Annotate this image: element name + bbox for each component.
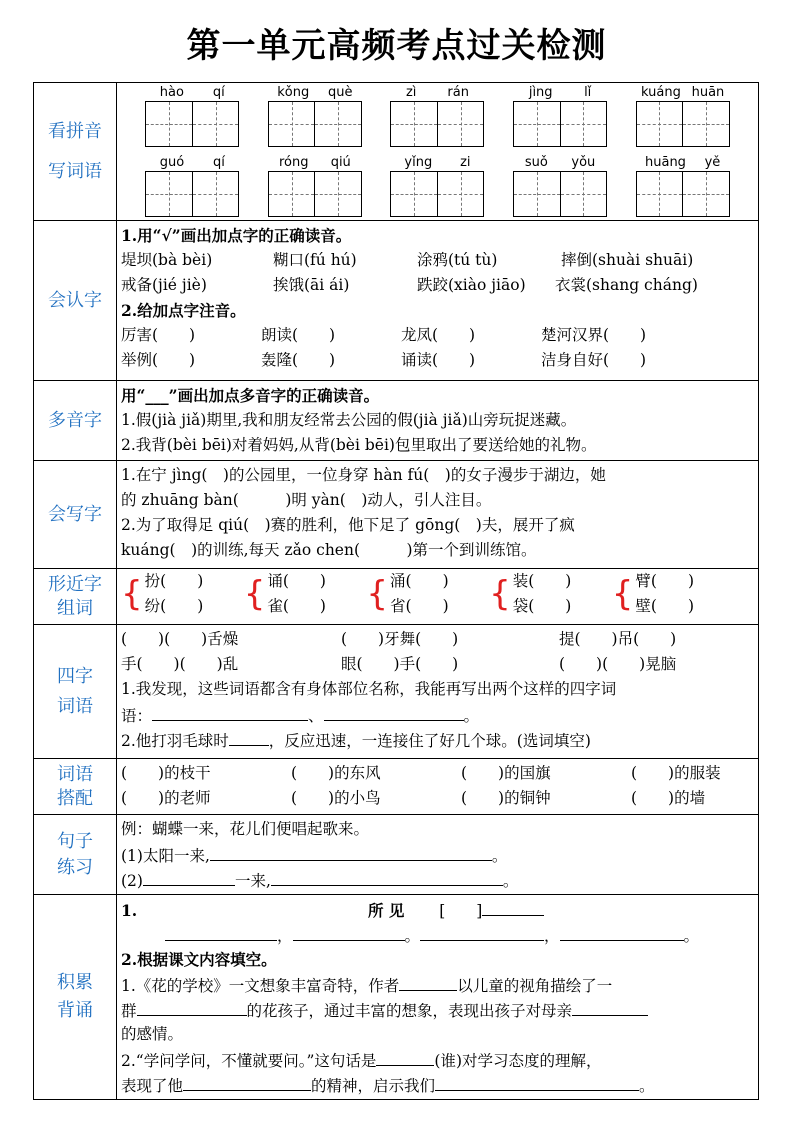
choice-item[interactable]: 衣裳(shang cháng) (555, 276, 698, 294)
writing-box[interactable] (682, 102, 729, 146)
char-item[interactable]: 扮( ) (144, 572, 204, 590)
choice-item[interactable]: 跌跤(xiào jiāo) (417, 276, 526, 294)
period: 。 (463, 707, 480, 725)
pinyin: jìng (528, 85, 553, 100)
answer-blank[interactable] (376, 1047, 434, 1066)
question-text: (谁)对学习态度的理解， (434, 1052, 602, 1070)
idiom-item[interactable]: 提( )吊( ) (559, 630, 677, 648)
match-item[interactable]: ( )的墙 (631, 789, 706, 807)
question-text: (1)太阳一来, (121, 847, 210, 865)
pinyin: yě (704, 155, 721, 170)
pinyin-group (145, 155, 239, 217)
pinyin: zi (460, 155, 471, 170)
label-line: 词语 (57, 695, 93, 717)
writing-box[interactable] (437, 102, 484, 146)
sentence[interactable]: 1.假(jià jiǎ)期里,我和朋友经常去公园的假(jià jiǎ)山旁玩捉迷藏。 (121, 411, 577, 429)
separator: 、 (308, 707, 324, 725)
writing-box[interactable] (269, 172, 315, 216)
idiom-item[interactable]: 眼( )手( ) (341, 655, 459, 673)
writing-box[interactable] (192, 172, 239, 216)
sentence[interactable]: kuáng( )的训练,每天 zǎo chen( )第一个到训练馆。 (121, 541, 537, 559)
test-table (33, 82, 759, 1100)
choice-item[interactable]: 糊口(fú hú) (273, 251, 357, 269)
answer-blank[interactable] (271, 867, 503, 886)
brace-icon: { (121, 574, 143, 614)
pinyin: lǐ (584, 85, 592, 100)
pinyin-group (268, 85, 362, 147)
label-line: 搭配 (57, 787, 93, 809)
pinyin-group (513, 155, 607, 217)
char-pair (366, 569, 448, 619)
answer-line (121, 1072, 754, 1097)
question: 2.根据课文内容填空。 (121, 950, 277, 969)
writing-box[interactable] (146, 172, 192, 216)
pinyin-row-1 (121, 85, 754, 147)
writing-box[interactable] (514, 102, 560, 146)
pinyin-item[interactable]: 诵读( ) (401, 351, 476, 369)
pinyin: kǒng (277, 85, 310, 100)
label-duoyin: 多音字 (34, 381, 117, 461)
pinyin-item[interactable]: 举例( ) (121, 351, 196, 369)
char-item[interactable]: 纷( ) (144, 597, 204, 615)
comma: ， (544, 927, 560, 945)
writing-box[interactable] (391, 172, 437, 216)
answer-blank[interactable] (324, 702, 464, 721)
pinyin-group (513, 85, 607, 147)
period: 。 (639, 1077, 655, 1095)
idiom-item[interactable]: ( )( )舌燥 (121, 630, 239, 648)
idiom-item[interactable]: ( )牙舞( ) (341, 630, 459, 648)
pinyin-group (268, 155, 362, 217)
writing-box[interactable] (437, 172, 484, 216)
pinyin-group (636, 155, 730, 217)
period: 。 (491, 847, 508, 865)
answer-blank[interactable] (183, 1072, 311, 1091)
label-jilei (34, 895, 117, 1100)
period: 。 (404, 927, 421, 945)
brace-icon: { (489, 574, 511, 614)
answer-line (121, 727, 754, 752)
writing-box[interactable] (314, 172, 361, 216)
pinyin-group (390, 85, 484, 147)
match-item[interactable]: ( )的小鸟 (291, 789, 381, 807)
label-renzi: 会认字 (34, 221, 117, 381)
pinyin-item[interactable]: 龙凤( ) (401, 326, 476, 344)
pinyin-item[interactable]: 朗读( ) (261, 326, 336, 344)
question-text: 2.“学问学问，不懂就要问。”这句话是 (121, 1052, 377, 1070)
choice-item[interactable]: 摔倒(shuài shuāi) (561, 251, 694, 269)
match-item[interactable]: ( )的东风 (291, 764, 381, 782)
choice-item[interactable]: 挨饿(āi ái) (273, 276, 350, 294)
similar-pairs (121, 569, 754, 619)
question-number: 1. (121, 901, 138, 920)
answer-line (121, 702, 754, 727)
pinyin-group (145, 85, 239, 147)
pinyin: róng (278, 155, 309, 170)
question: 用“___”画出加点多音字的正确读音。 (121, 386, 380, 405)
sentence[interactable]: 的 zhuāng bàn( )明 yàn( )动人，引人注目。 (121, 491, 492, 509)
period: 。 (502, 872, 519, 890)
answer-line (121, 997, 754, 1022)
question-text: (2) (121, 872, 143, 890)
char-item[interactable]: 雀( ) (267, 597, 326, 615)
label-line: 积累 (57, 972, 93, 993)
question-text: 2.他打羽毛球时 (121, 732, 229, 750)
char-item[interactable]: 诵( ) (267, 572, 326, 590)
question-text: 群 (121, 1002, 137, 1020)
pinyin: zì (405, 85, 417, 100)
idiom-line (121, 652, 754, 677)
label-line: 词语 (57, 763, 93, 785)
writing-box[interactable] (514, 172, 560, 216)
match-item[interactable]: ( )的国旗 (461, 764, 551, 782)
writing-box[interactable] (637, 172, 683, 216)
pinyin: qí (212, 85, 225, 100)
writing-box[interactable] (146, 102, 192, 146)
idiom-line (121, 627, 754, 652)
match-line (121, 786, 754, 811)
answer-blank[interactable] (572, 997, 648, 1016)
pinyin-line (121, 348, 754, 373)
char-pair (121, 569, 203, 619)
pinyin-item[interactable]: 洁身自好( ) (541, 351, 647, 369)
example: 例：蝴蝶一来，花儿们便唱起歌来。 (121, 820, 370, 838)
pinyin-group (390, 155, 484, 217)
writing-box[interactable] (269, 102, 315, 146)
question-text: ，反应迅速，一连接住了好几个球。(选词填空) (268, 732, 591, 750)
label-xingjin (34, 569, 117, 625)
brace-icon: { (611, 574, 634, 614)
answer-blank[interactable] (143, 867, 235, 886)
label-line: 写词语 (48, 160, 102, 182)
label-line: 背诵 (57, 1000, 93, 1021)
char-pair (612, 569, 694, 619)
answer-blank[interactable] (152, 702, 308, 721)
answer-line (121, 972, 754, 997)
writing-box[interactable] (682, 172, 729, 216)
answer-line (121, 1047, 754, 1072)
label-line: 练习 (57, 856, 93, 878)
label-line: 四字 (57, 665, 93, 687)
question-text: 表现了他 (121, 1077, 184, 1095)
pinyin: qí (212, 155, 225, 170)
label-line: 看拼音 (48, 120, 102, 142)
question: 1.我发现，这些词语都含有身体部位名称，我能再写出两个这样的四字词 (121, 680, 617, 698)
writing-box[interactable] (314, 102, 361, 146)
pinyin: rán (447, 85, 469, 100)
pinyin: yǐng (404, 155, 433, 170)
brace-icon: { (243, 574, 266, 614)
char-item[interactable]: 臂( ) (635, 572, 694, 590)
brace-icon: { (366, 574, 389, 614)
writing-box[interactable] (192, 102, 239, 146)
pinyin-item[interactable]: 轰隆( ) (261, 351, 336, 369)
pinyin: kuáng (641, 85, 681, 100)
question-text: 一来, (234, 872, 271, 890)
match-item[interactable]: ( )的铜钟 (461, 789, 551, 807)
pinyin-item[interactable]: 楚河汉界( ) (541, 326, 647, 344)
label-line: 形近字 (48, 573, 102, 595)
label-line: 句子 (57, 830, 93, 852)
pinyin: suǒ (524, 155, 548, 170)
char-pair (244, 569, 326, 619)
idiom-item[interactable]: 手( )( )乱 (121, 655, 239, 673)
label-line: 组词 (57, 597, 93, 619)
answer-line (121, 867, 754, 892)
pinyin: yǒu (571, 155, 596, 170)
pinyin-group (636, 85, 730, 147)
label-juzi (34, 815, 117, 895)
match-item[interactable]: ( )的枝干 (121, 764, 211, 782)
char-item[interactable]: 省( ) (390, 597, 449, 615)
question-text: 的精神，启示我们 (311, 1077, 436, 1095)
question-text: 以儿童的视角描绘了一 (457, 977, 613, 995)
question-text: 1.《花的学校》一文想象丰富奇特，作者 (121, 977, 400, 995)
page-title: 第一单元高频考点过关检测 (186, 26, 607, 66)
pinyin: huān (691, 85, 725, 100)
author-blank[interactable] (482, 897, 544, 916)
writing-box[interactable] (560, 102, 607, 146)
pinyin-item[interactable]: 厉害( ) (121, 326, 196, 344)
answer-blank[interactable] (210, 842, 492, 861)
dynasty-bracket[interactable]: [ ] (439, 902, 483, 920)
char-item[interactable]: 壁( ) (635, 597, 694, 615)
choice-item[interactable]: 堤坝(bà bèi) (121, 251, 213, 269)
label-dapei (34, 759, 117, 815)
answer-blank[interactable] (399, 972, 457, 991)
char-pair (489, 569, 571, 619)
char-item[interactable]: 袋( ) (512, 597, 572, 615)
pinyin-row-2 (121, 155, 754, 217)
writing-box[interactable] (637, 102, 683, 146)
verse-blank[interactable] (420, 922, 544, 941)
sentence[interactable]: 2.为了取得足 qiú( )赛的胜利，他下足了 gōng( )夫，展开了疯 (121, 516, 575, 534)
answer-prefix: 语： (121, 707, 153, 725)
answer-line: 的感情。 (121, 1025, 184, 1043)
label-pinyin (34, 83, 117, 221)
label-sizi (34, 625, 117, 759)
poem-verses (121, 922, 754, 947)
answer-line (121, 842, 754, 867)
question: 1.用“√”画出加点字的正确读音。 (121, 226, 352, 245)
choice-item[interactable]: 涂鸦(tú tù) (417, 251, 498, 269)
poem-title: 所 见 (368, 901, 405, 920)
idiom-item[interactable]: ( )( )晃脑 (559, 655, 677, 673)
answer-blank[interactable] (137, 997, 247, 1016)
verse-blank[interactable] (293, 922, 405, 941)
match-line (121, 761, 754, 786)
choice-item[interactable]: 戒备(jié jiè) (121, 276, 207, 294)
pinyin: qiú (330, 155, 351, 170)
sentence[interactable]: 2.我背(bèi bēi)对着妈妈,从背(bèi bēi)包里取出了要送给她的礼物。 (121, 436, 597, 454)
char-item[interactable]: 涌( ) (390, 572, 449, 590)
char-item[interactable]: 装( ) (512, 572, 572, 590)
answer-blank[interactable] (229, 727, 269, 746)
match-item[interactable]: ( )的老师 (121, 789, 211, 807)
pinyin-line (121, 323, 754, 348)
answer-blank[interactable] (435, 1072, 639, 1091)
period: 。 (683, 927, 700, 945)
verse-blank[interactable] (560, 922, 684, 941)
comma: ， (277, 927, 293, 945)
choice-line (121, 273, 754, 298)
pinyin: guó (159, 155, 185, 170)
match-item[interactable]: ( )的服装 (631, 764, 721, 782)
pinyin: hào (159, 85, 184, 100)
question-text: 的花孩子，通过丰富的想象，表现出孩子对母亲 (246, 1002, 573, 1020)
label-xiezi: 会写字 (34, 461, 117, 569)
question: 2.给加点字注音。 (121, 301, 246, 320)
pinyin: huāng (645, 155, 686, 170)
verse-blank[interactable] (165, 922, 277, 941)
sentence[interactable]: 1.在宁 jìng( )的公园里，一位身穿 hàn fú( )的女子漫步于湖边，她 (121, 466, 606, 484)
writing-box[interactable] (560, 172, 607, 216)
choice-line (121, 248, 754, 273)
writing-box[interactable] (391, 102, 437, 146)
pinyin: què (328, 85, 353, 100)
poem-line (121, 897, 754, 922)
